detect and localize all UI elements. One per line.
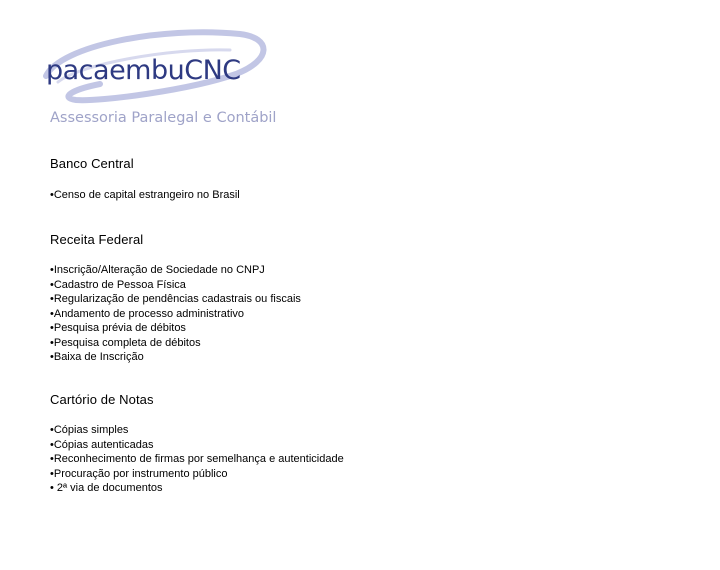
list-item: •Andamento de processo administrativo	[50, 307, 245, 320]
list-item: •Cadastro de Pessoa Física	[50, 278, 186, 291]
section-list-receita-federal	[50, 263, 301, 365]
section-title-receita-federal: Receita Federal	[50, 232, 144, 247]
list-item: •Cópias autenticadas	[50, 438, 154, 451]
logo-text-cnc: CNC	[184, 55, 241, 86]
list-item: • 2ª via de documentos	[50, 482, 163, 494]
list-item: •Procuração por instrumento público	[50, 467, 228, 480]
section-title-banco-central: Banco Central	[50, 156, 134, 171]
logo-text-pacaembu: pacaembu	[46, 55, 185, 86]
company-logo	[40, 24, 280, 128]
logo-tagline: Assessoria Paralegal e Contábil	[50, 110, 277, 126]
section-title-cartorio-de-notas: Cartório de Notas	[50, 392, 154, 407]
list-item: •Censo de capital estrangeiro no Brasil	[50, 189, 240, 201]
logo-graphic	[40, 24, 280, 128]
list-item: •Regularização de pendências cadastrais ou fiscais	[50, 293, 301, 305]
list-item: •Baixa de Inscrição	[50, 351, 144, 363]
list-item: •Reconhecimento de firmas por semelhança e autenticidade	[50, 453, 344, 465]
list-item: •Inscrição/Alteração de Sociedade no CNPJ	[50, 264, 265, 276]
list-item: •Cópias simples	[50, 424, 129, 436]
list-item: •Pesquisa completa de débitos	[50, 336, 201, 349]
list-item: •Pesquisa prévia de débitos	[50, 322, 186, 334]
svg-text:pacaembuCNC	[46, 55, 241, 86]
section-list-cartorio-de-notas	[50, 423, 344, 496]
section-list-banco-central	[50, 188, 240, 203]
